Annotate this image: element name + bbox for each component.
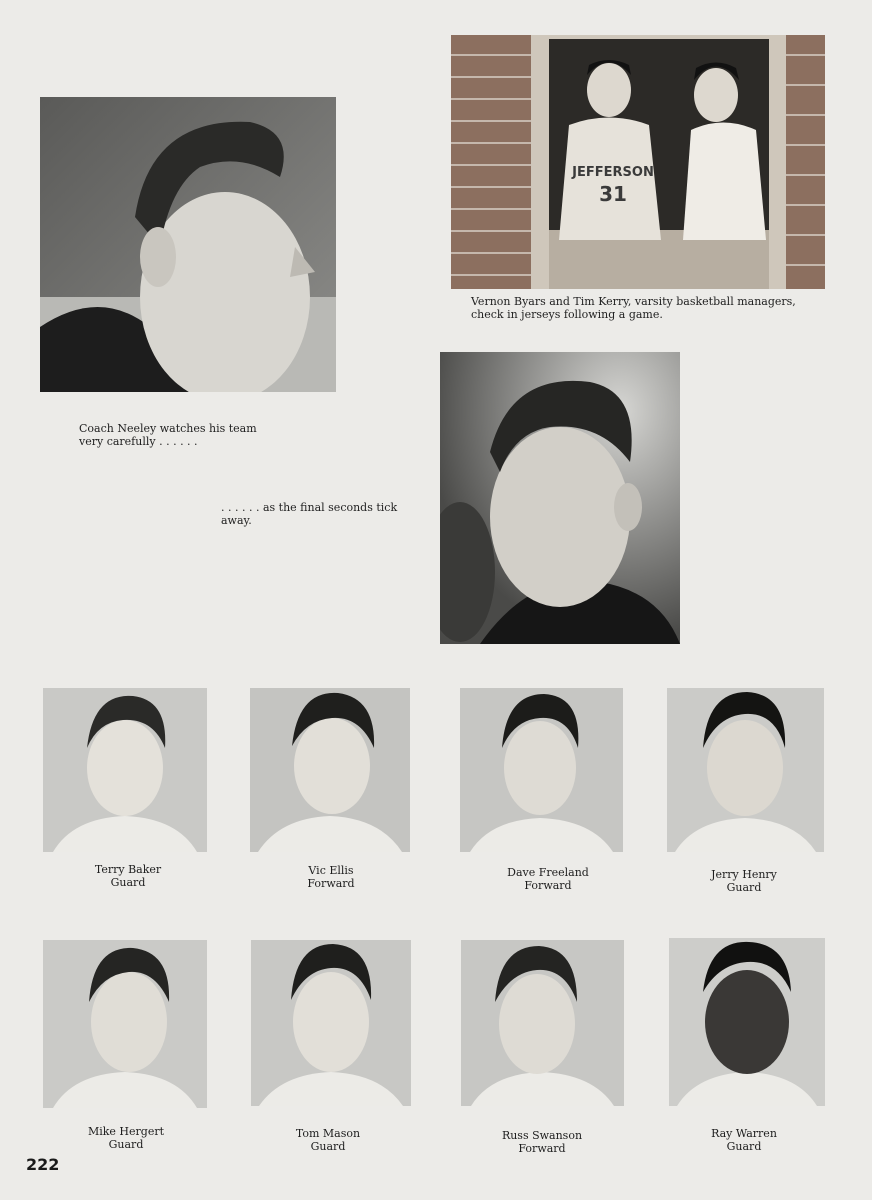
player-name: Terry Baker (94, 863, 162, 876)
player-position: Forward (518, 1142, 566, 1155)
final-seconds-caption: . . . . . . as the final seconds tick away. (221, 501, 398, 527)
jersey-team: JEFFERSON (572, 165, 654, 180)
player-position: Guard (108, 1138, 144, 1151)
player-caption-ray-warren (664, 1127, 824, 1153)
portrait-jerry-henry (667, 688, 824, 852)
player-name: Mike Hergert (87, 1125, 165, 1138)
player-position: Guard (110, 876, 146, 889)
page-number: 222 (26, 1155, 60, 1174)
player-position: Forward (307, 877, 355, 890)
portrait-vic-ellis (250, 688, 410, 852)
player-name: Vic Ellis (308, 864, 354, 877)
managers-caption: Vernon Byars and Tim Kerry, varsity basketball managers, check in jerseys following a game. (471, 295, 796, 321)
player-caption-vic-ellis (251, 864, 411, 890)
managers-photo (451, 35, 825, 289)
portrait-russ-swanson (461, 940, 624, 1106)
player-name: Russ Swanson (501, 1129, 583, 1142)
jersey-lettering (567, 165, 659, 206)
coach-photo-watching (40, 97, 336, 392)
player-position: Guard (726, 1140, 762, 1153)
player-name: Dave Freeland (507, 866, 589, 879)
portrait-dave-freeland (460, 688, 623, 852)
player-caption-tom-mason (248, 1127, 408, 1153)
portrait-terry-baker (43, 688, 207, 852)
coach-photo-looking-up (440, 352, 680, 644)
player-position: Guard (726, 881, 762, 894)
portrait-mike-hergert (43, 940, 207, 1108)
jersey-number: 31 (599, 182, 627, 206)
player-caption-jerry-henry (664, 868, 824, 894)
portrait-ray-warren (669, 938, 825, 1106)
player-name: Jerry Henry (711, 868, 777, 881)
coach-watch-caption: Coach Neeley watches his team very carefully . . . . . . (79, 422, 257, 448)
portrait-tom-mason (251, 940, 411, 1106)
player-name: Tom Mason (295, 1127, 361, 1140)
player-caption-terry-baker (48, 863, 208, 889)
player-caption-russ-swanson (462, 1129, 622, 1155)
player-position: Forward (524, 879, 572, 892)
player-position: Guard (310, 1140, 346, 1153)
player-name: Ray Warren (711, 1127, 777, 1140)
player-caption-dave-freeland (468, 866, 628, 892)
player-caption-mike-hergert (46, 1125, 206, 1151)
